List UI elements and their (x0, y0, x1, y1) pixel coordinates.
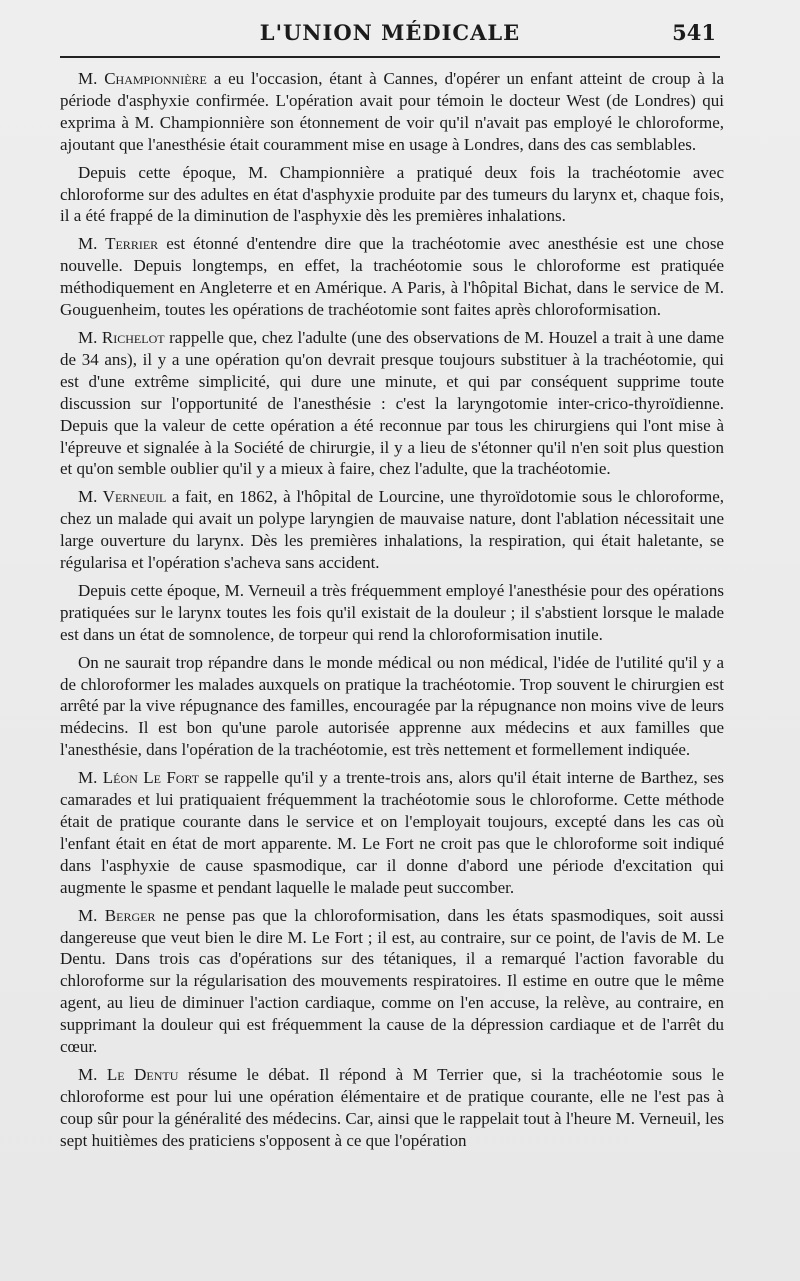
paragraph-text: résume le débat. Il répond à M Terrier que, si la trachéotomie sous le chloroforme est pour lui une opération élémentaire et de pratique courante, elle ne l'est pas à coup sûr pour la généralité des médecins. Car, ainsi que le rappelait tout à l'heure M. Verneuil, les sept huitièmes des praticiens s'opposent à ce que l'opération (60, 1064, 724, 1150)
paragraph (60, 233, 724, 321)
paragraph (60, 486, 724, 574)
speaker-name: M. Le Dentu (78, 1064, 179, 1084)
paragraph-text: ne pense pas que la chloroformisation, dans les états spasmodiques, soit aussi dangereuse que veut bien le dire M. Le Fort ; il est, au contraire, sur ce point, de l'avis de M. Le Dentu. Dans trois cas d'opérations sur des tétaniques, il a remarqué l'action favorable du chloroforme sur la régularisation des mouvements respiratoires. Il estime en outre que le même agent, au lieu de diminuer l'action cardiaque, comme on l'en accuse, la relève, au contraire, en supprimant la douleur qui est fréquemment la cause de la dépression cardiaque et de l'arrêt du cœur. (60, 905, 724, 1057)
speaker-name: M. Richelot (78, 327, 165, 347)
paragraph-text: Depuis cette époque, M. Verneuil a très fréquemment employé l'anesthésie pour des opérations pratiquées sur le larynx toutes les fois qu'il existait de la douleur ; il s'abstient lorsque le malade est dans un état de somnolence, de torpeur qui rend la chloroformisation inutile. (60, 580, 724, 644)
paragraph (60, 1064, 724, 1152)
paragraph (60, 767, 724, 898)
paragraph (60, 162, 724, 228)
paragraph (60, 905, 724, 1058)
paragraph-text: On ne saurait trop répandre dans le monde médical ou non médical, l'idée de l'utilité qu'il y a de chloroformer les malades auxquels on pratique la trachéotomie. Trop souvent le chirurgien est arrêté par la vive répugnance des familles, encouragée par la répugnance non moins vive de leurs médecins. Il est bon qu'une parole autorisée apprenne aux médecins et aux familles que l'anesthésie, dans l'opération de la trachéotomie, est très nettement et formellement indiquée. (60, 652, 724, 760)
header-rule (60, 56, 720, 58)
paragraph-text: a fait, en 1862, à l'hôpital de Lourcine, une thyroïdotomie sous le chloroforme, chez un malade qui avait un polype laryngien de mauvaise nature, dont l'ablation nécessitait une large ouverture du larynx. Dès les premières inhalations, la respiration, qui était haletante, se régularisa et l'opération s'acheva sans accident. (60, 487, 724, 573)
paragraph-text: rappelle que, chez l'adulte (une des observations de M. Houzel a trait à une dame de 34 ans), il y a une opération qu'on devrait presque toujours substituer à la trachéotomie, qui est d'une extrême simplicité, qui dure une minute, et qui par conséquent supprime toute discussion sur l'opportunité de l'anesthésie : c'est la laryngotomie inter-crico-thyroïdienne. Depuis que la valeur de cette opération a été reconnue par tous les chirurgiens qui l'ont mise à l'épreuve et signalée à la Société de chirurgie, il y a lieu de s'étonner qu'il n'en soit plus question et qu'on semble oublier qu'il y a mieux à faire, chez l'adulte, que la trachéotomie. (60, 327, 725, 479)
page-number: 541 (672, 20, 716, 45)
speaker-name: M. Championnière (78, 69, 207, 88)
article-body (60, 68, 724, 1158)
paragraph-text: est étonné d'entendre dire que la trachéotomie avec anesthésie est une chose nouvelle. Depuis longtemps, en effet, la trachéotomie sous le chloroforme est pratiquée méthodiquement en Angleterre et en Amérique. A Paris, à l'hôpital Bichat, dans le service de M. Gouguenheim, toutes les opérations de trachéotomie sont faites après chloroformisation. (60, 234, 724, 320)
speaker-name: M. Verneuil (78, 487, 167, 507)
speaker-name: M. Berger (78, 905, 156, 925)
speaker-name: M. Terrier (78, 234, 159, 254)
paragraph-text: a eu l'occasion, étant à Cannes, d'opérer un enfant atteint de croup à la période d'asphyxie confirmée. L'opération avait pour témoin le docteur West (de Londres) qui exprima à M. Championnière son étonnement de voir qu'il n'avait pas employé le chloroforme, ajoutant que l'anesthésie était couramment mise en usage à Londres, dans des cas semblables. (60, 69, 724, 154)
running-header (60, 18, 720, 58)
paragraph (60, 652, 724, 762)
paragraph-text: Depuis cette époque, M. Championnière a pratiqué deux fois la trachéotomie avec chloroforme sur des adultes en état d'asphyxie produite par des tumeurs du larynx et, chaque fois, il a été frappé de la diminution de l'asphyxie dès les premières inhalations. (60, 162, 724, 226)
journal-title: L'UNION MÉDICALE (259, 20, 521, 45)
speaker-name: M. Léon Le Fort (78, 768, 200, 788)
paragraph (60, 580, 724, 646)
paragraph-text: se rappelle qu'il y a trente-trois ans, alors qu'il était interne de Barthez, ses camarades et lui pratiquaient fréquemment la trachéotomie sous le chloroforme. Cette méthode était de pratique courante dans le service et on l'employait toujours, excepté dans les cas où l'enfant était en état de mort apparente. M. Le Fort ne croit pas que le chloroforme soit indiqué dans l'asphyxie de cause spasmodique, car il donne d'abord une période d'excitation qui augmente le spasme et pendant laquelle le malade peut succomber. (60, 768, 724, 897)
paragraph (60, 327, 724, 480)
paragraph (60, 68, 724, 156)
